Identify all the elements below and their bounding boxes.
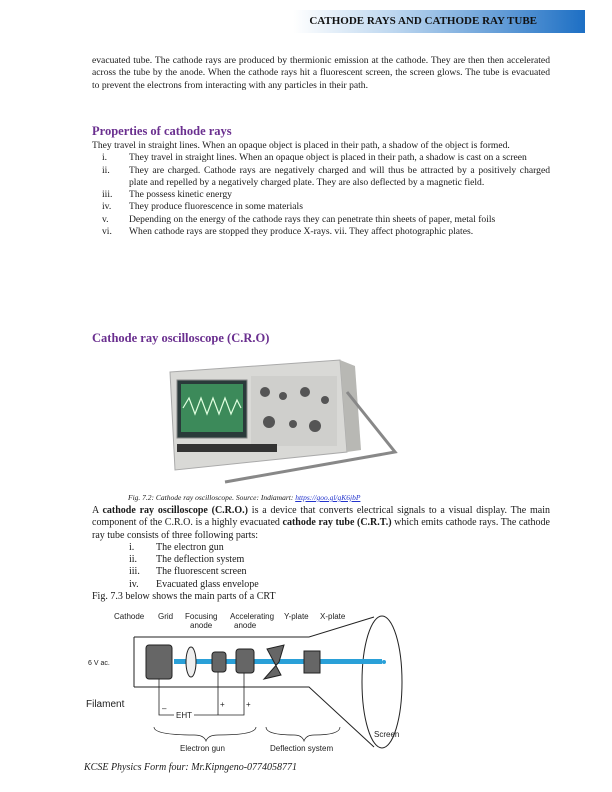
list-text: They produce fluorescence in some materials [129,201,303,213]
list-number: iii. [102,189,113,201]
label-plus-1: + [220,700,225,709]
list-number: i. [102,152,108,164]
fig-7-3-intro: Fig. 7.3 below shows the main parts of a CRT [92,591,276,603]
list-item [92,189,550,201]
oscilloscope-photo [165,352,405,487]
properties-section [92,140,550,238]
list-text: They travel in straight lines. When an opaque object is placed in their path, a shadow is cast on a screen [129,152,527,164]
list-item [92,165,550,190]
list-text: The fluorescent screen [156,566,247,578]
intro-paragraph: evacuated tube. The cathode rays are produced by thermionic emission at the cathode. They are then then accelerated across the tube by the anode. When the cathode rays hit a fluorescent screen, the screen glows. The tube is evacuated to prevent the electrons from interacting with any particles in their path. [92,55,550,91]
label-deflection-system: Deflection system [270,744,334,753]
label-plus-2: + [246,700,251,709]
text: A [92,505,103,516]
list-text: Depending on the energy of the cathode rays they can penetrate thin sheets of paper, metal foils [129,213,496,225]
cro-paragraph [92,505,550,603]
label-minus: – [162,704,167,713]
list-item [92,152,550,164]
caption-text: Fig. 7.2: Cathode ray oscilloscope. Source: Indiamart: [128,493,296,502]
cro-heading: Cathode ray oscilloscope (C.R.O) [92,331,270,345]
figure-7-2-caption [128,493,360,502]
list-number: i. [129,541,135,553]
list-text: The electron gun [156,541,224,553]
cathode-shape [146,645,172,679]
list-item [92,542,550,554]
cro-term: cathode ray oscilloscope (C.R.O.) [102,505,248,516]
list-text: They are charged. Cathode rays are negatively charged and will thus be attracted by a positively charged plate and repelled by a negatively charged plate. They are also deflected by a magnetic field. [129,164,550,188]
label-grid: Grid [158,612,174,621]
list-number: iv. [129,578,139,590]
text: which emits cathode rays. The cathode ray tube consists of three following parts: [92,517,550,541]
list-number: v. [102,213,109,225]
label-6v-ac: 6 V ac. [88,660,110,667]
list-text: When cathode rays are stopped they produce X-rays. vii. They affect photographic plates. [129,226,474,238]
list-number: iv. [102,201,112,213]
header-banner [293,10,585,33]
label-focusing: Focusing [185,612,218,621]
label-accelerating: Accelerating [230,612,275,621]
properties-heading: Properties of cathode rays [92,124,232,138]
properties-list [92,152,550,238]
list-item [92,201,550,213]
list-number: ii. [102,164,110,176]
list-text: The deflection system [156,554,245,566]
crt-parts-list [92,542,550,591]
label-focusing-anode: anode [190,621,213,630]
label-eht: EHT [176,711,192,720]
list-number: ii. [129,554,138,566]
label-accelerating-anode: anode [234,621,257,630]
list-number: vi. [102,226,112,238]
label-x-plate: X-plate [320,612,346,621]
list-text: The possess kinetic energy [129,189,232,201]
label-cathode: Cathode [114,612,145,621]
label-filament: Filament [86,699,125,710]
footer-text: KCSE Physics Form four: Mr.Kipngeno-0774058771 [84,762,298,773]
crt-term: cathode ray tube (C.R.T.) [282,517,392,529]
label-screen: Screen [374,730,400,739]
properties-lead: They travel in straight lines. When an opaque object is placed in their path, a shadow of the object is formed. [92,140,510,151]
list-item [92,214,550,226]
list-item [92,579,550,591]
crt-diagram [84,607,414,757]
list-item [92,226,550,238]
label-y-plate: Y-plate [284,612,309,621]
text: is a device that converts electrical signals to a visual display. The main component of the C.R.O. is a highly evacuated [92,505,550,529]
label-electron-gun: Electron gun [180,744,225,753]
list-number: iii. [129,566,140,578]
list-text: Evacuated glass envelope [156,578,259,590]
list-item [92,566,550,578]
source-link[interactable]: https://goo.gl/gK6jbP [295,493,361,502]
list-item [92,554,550,566]
header-title: CATHODE RAYS AND CATHODE RAY TUBE [309,15,537,27]
